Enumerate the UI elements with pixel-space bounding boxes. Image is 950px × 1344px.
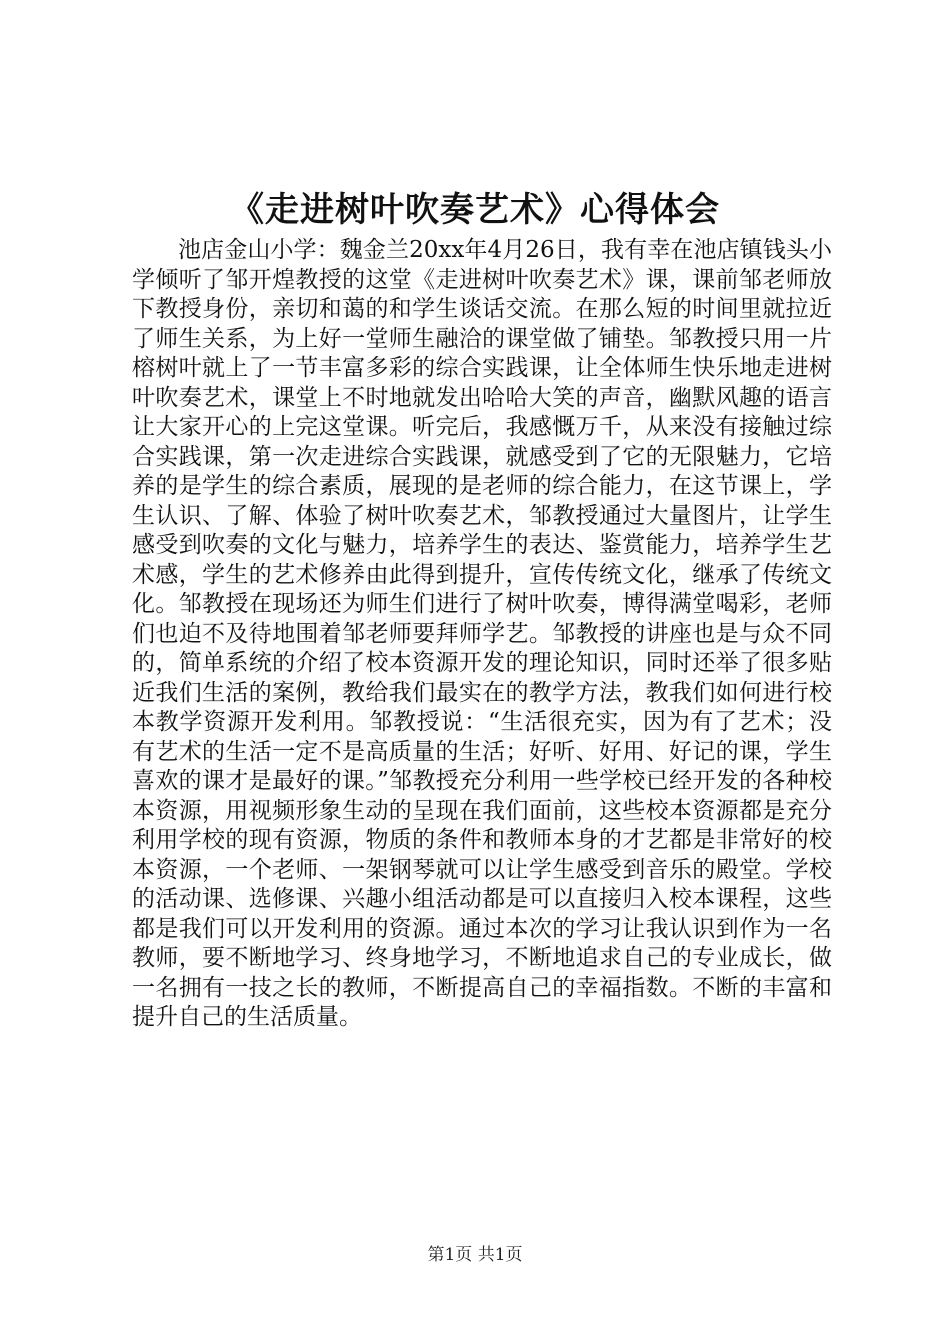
page-number-footer: 第1页 共1页 [427, 1245, 523, 1265]
body-paragraph: 池店金山小学：魏金兰20xx年4月26日，我有幸在池店镇钱头小学倾听了邹开煌教授的这堂《走进树叶吹奏艺术》课，课前邹老师放下教授身份，亲切和蔼的和学生谈话交流。在那么短的时间里就拉近了师生关系，为上好一堂师生融洽的课堂做了铺垫。邹教授只用一片榕树叶就上了一节丰富多彩的综合实践课，让全体师生快乐地走进树叶吹奏艺术，课堂上不时地就发出哈哈大笑的声音，幽默风趣的语言让大家开心的上完这堂课。听完后，我感慨万千，从来没有接触过综合实践课，第一次走进综合实践课，就感受到了它的无限魅力，它培养的是学生的综合素质，展现的是老师的综合能力，在这节课上，学生认识、了解、体验了树叶吹奏艺术，邹教授通过大量图片，让学生感受到吹奏的文化与魅力，培养学生的表达、鉴赏能力，培养学生艺术感，学生的艺术修养由此得到提升，宣传传统文化，继承了传统文化。邹教授在现场还为师生们进行了树叶吹奏，博得满堂喝彩，老师们也迫不及待地围着邹老师要拜师学艺。邹教授的讲座也是与众不同的，简单系统的介绍了校本资源开发的理论知识，同时还举了很多贴近我们生活的案例，教给我们最实在的教学方法，教我们如何进行校本教学资源开发利用。邹教授说：“生活很充实，因为有了艺术；没有艺术的生活一定不是高质量的生活；好听、好用、好记的课，学生喜欢的课才是最好的课。”邹教授充分利用一些学校已经开发的各种校本资源，用视频形象生动的呈现在我们面前，这些校本资源都是充分利用学校的现有资源，物质的条件和教师本身的才艺都是非常好的校本资源，一个老师、一架钢琴就可以让学生感受到音乐的殿堂。学校的活动课、选修课、兴趣小组活动都是可以直接归入校本课程，这些都是我们可以开发利用的资源。通过本次的学习让我认识到作为一名教师，要不断地学习、终身地学习，不断地追求自己的专业成长，做一名拥有一技之长的教师，不断提高自己的幸福指数。不断的丰富和提升自己的生活质量。 [132, 237, 832, 1030]
page-title: 《走进树叶吹奏艺术》心得体会 [230, 190, 720, 230]
